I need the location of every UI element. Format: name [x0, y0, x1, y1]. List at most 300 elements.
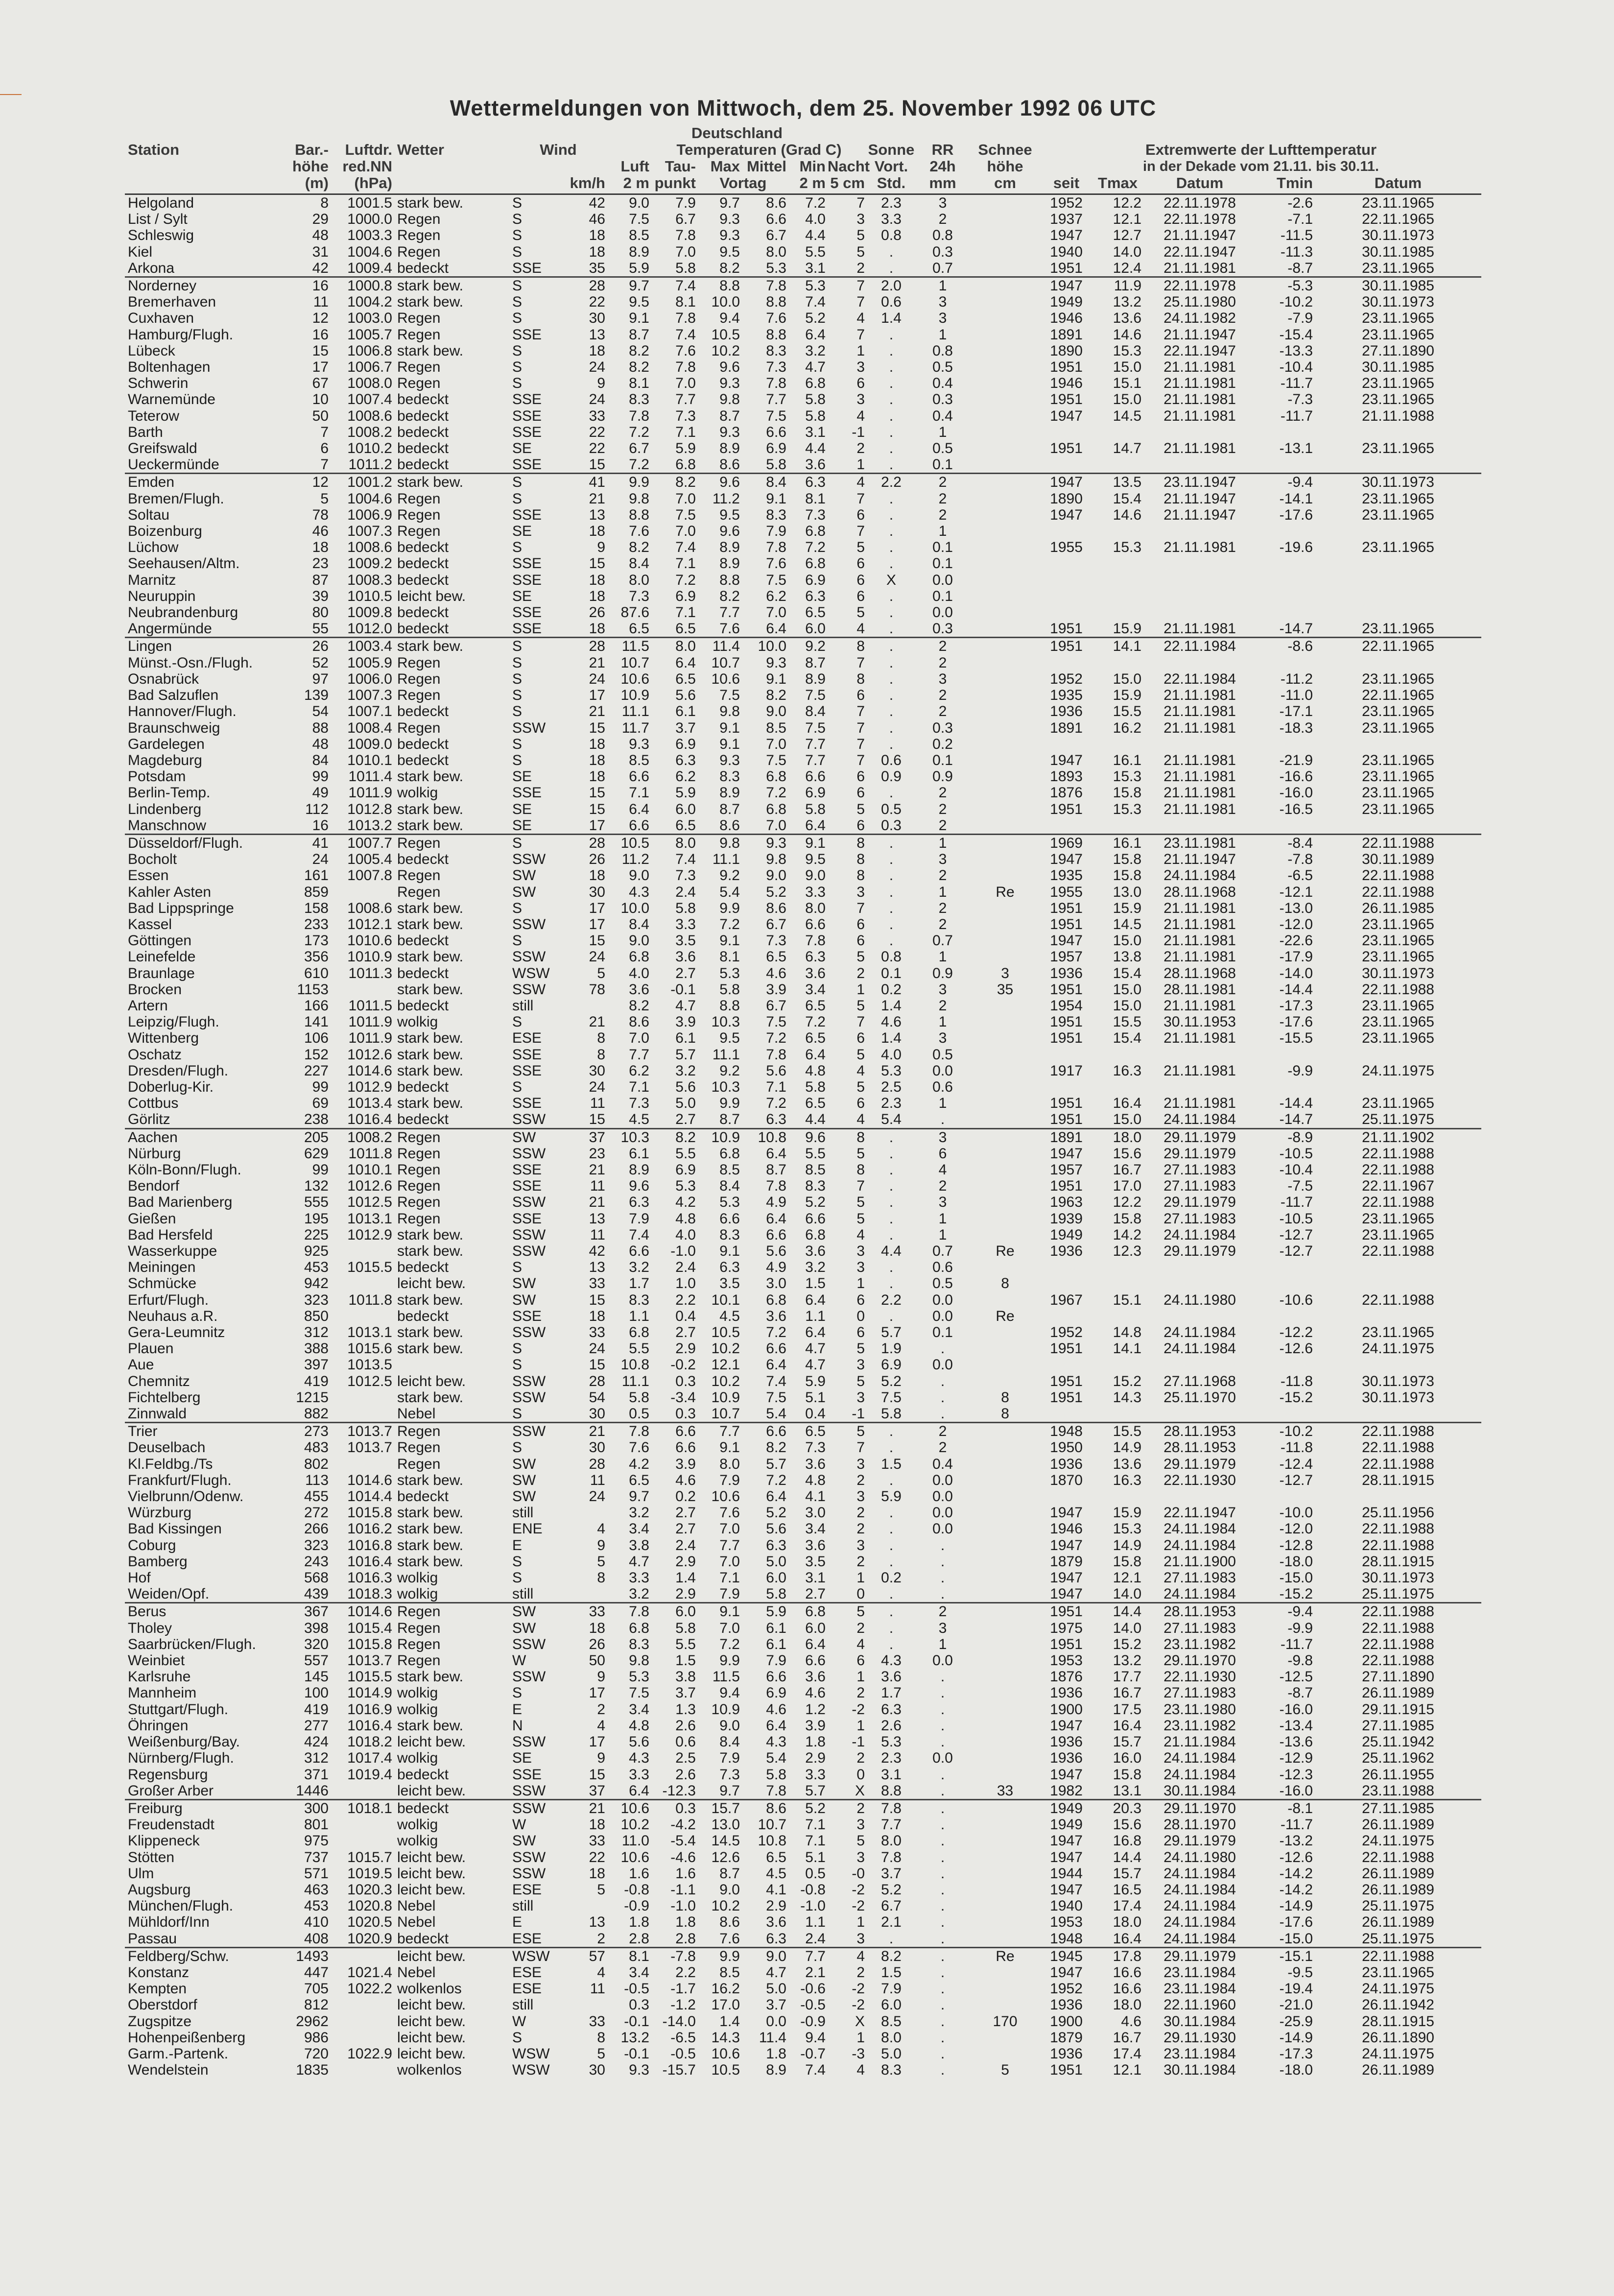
rr-24h-cell: .	[940, 1537, 945, 1554]
table-row	[125, 2046, 1481, 2062]
taupunkt-cell: -0.2	[670, 1357, 696, 1373]
tmin-cell	[1256, 424, 1315, 440]
tmax-datum-cell: 28.11.1953	[1143, 1603, 1256, 1620]
schnee-cell	[970, 1423, 1041, 1440]
wetter-cell: wolkig	[397, 785, 438, 801]
seit-cell: 1947	[1050, 752, 1083, 768]
sonne-cell: 7.9	[881, 1981, 902, 1997]
schnee-cell	[970, 227, 1041, 243]
schnee-cell	[970, 1849, 1041, 1866]
schnee-cell	[970, 1964, 1041, 1981]
wind-dir-cell: SW	[512, 1488, 536, 1505]
wind-speed-cell: 21	[589, 490, 605, 507]
min-temp-cell: 6.4	[805, 817, 826, 834]
sonne-cell: 6.0	[881, 1997, 902, 2013]
mittel-cell: 8.2	[766, 1439, 786, 1456]
header-datum2: Datum	[1315, 175, 1481, 194]
station-cell: Garm.-Partenk.	[128, 2045, 229, 2062]
wetter-cell: Nebel	[397, 1914, 436, 1931]
min-temp-cell: -0.9	[800, 2013, 826, 2030]
luft-temp-cell: 87.6	[620, 604, 649, 621]
taupunkt-cell: 5.8	[675, 1620, 696, 1636]
tmin-cell	[1256, 817, 1315, 835]
nacht-temp-cell: 5	[828, 1603, 867, 1620]
luft-temp-cell: 7.2	[629, 456, 649, 473]
station-cell: Neuhaus a.R.	[128, 1308, 218, 1324]
station-cell: Hamburg/Flugh.	[128, 326, 234, 343]
tmax-datum-cell: 21.11.1981	[1163, 260, 1236, 276]
schnee-cell	[970, 1162, 1041, 1178]
tmax-datum-cell: 29.11.1979	[1163, 1243, 1236, 1259]
mittel-cell: 6.5	[766, 949, 786, 965]
station-cell: Kahler Asten	[128, 884, 212, 900]
wetter-cell: Nebel	[397, 1406, 436, 1422]
station-cell: Wittenberg	[128, 1030, 199, 1047]
seit-cell: 1951	[1050, 1111, 1083, 1128]
wetter-cell: bedeckt	[397, 997, 449, 1014]
station-group	[125, 834, 1481, 1128]
header-datum: Datum	[1143, 175, 1256, 194]
header-bar1: Bar.-	[295, 141, 329, 158]
table-row	[125, 1997, 1481, 2013]
sonne-cell: 2.3	[881, 1095, 902, 1112]
taupunkt-cell: 3.8	[675, 1669, 696, 1685]
tmax-cell: 15.0	[1113, 670, 1142, 687]
sonne-cell: .	[889, 440, 894, 457]
taupunkt-cell: -1.0	[670, 1898, 696, 1914]
sonne-cell: .	[889, 1145, 894, 1162]
tmax-datum-cell: 21.11.1981	[1163, 391, 1236, 408]
schnee-cell	[970, 1931, 1041, 1948]
schnee-cell	[970, 1866, 1041, 1882]
sonne-cell: .	[889, 1521, 894, 1537]
luft-temp-cell: 4.2	[629, 1456, 649, 1472]
bar-hoehe-cell: 52	[312, 654, 329, 671]
header-bar3: (m)	[282, 175, 331, 194]
wind-speed-cell: 11	[590, 1178, 605, 1195]
bar-hoehe-cell: 99	[312, 1078, 329, 1095]
luft-temp-cell: 7.8	[629, 407, 649, 424]
taupunkt-cell: 2.2	[675, 1292, 696, 1308]
nacht-temp-cell: 7	[856, 294, 865, 311]
min-temp-cell: 3.6	[805, 965, 826, 981]
tmax-datum-cell: 24.11.1984	[1163, 1324, 1236, 1341]
max-vortag-cell: 7.3	[719, 1766, 740, 1783]
wetter-cell: stark bew.	[397, 916, 464, 933]
tmin-cell: -12.1	[1279, 884, 1313, 900]
seit-cell: 1900	[1050, 2013, 1083, 2030]
tmin-cell: -12.5	[1279, 1669, 1313, 1685]
mittel-cell: 6.4	[766, 1145, 786, 1162]
tmax-datum-cell: 21.11.1981	[1163, 359, 1236, 376]
taupunkt-cell: -1.0	[670, 1243, 696, 1259]
tmax-datum-cell: 24.11.1984	[1163, 1766, 1236, 1783]
mittel-cell: 8.6	[766, 900, 786, 916]
tmax-cell: 15.6	[1113, 1145, 1142, 1162]
station-cell: Essen	[128, 867, 169, 884]
wind-dir-cell: SSW	[512, 1734, 546, 1750]
taupunkt-cell: 2.7	[675, 1521, 696, 1537]
table-row	[125, 998, 1481, 1014]
station-cell: Seehausen/Altm.	[128, 555, 240, 572]
bar-hoehe-cell: 80	[312, 604, 329, 621]
schnee-cell	[970, 736, 1041, 752]
table-row	[125, 588, 1481, 604]
schnee-cell	[970, 1554, 1041, 1570]
min-temp-cell: 7.7	[805, 736, 826, 752]
min-temp-cell: 6.5	[805, 997, 826, 1014]
tmax-datum-cell: 29.11.1930	[1163, 2029, 1236, 2046]
wind-dir-cell: SSW	[512, 1111, 546, 1128]
nacht-temp-cell: -2	[852, 1997, 865, 2013]
wind-speed-cell	[568, 1586, 607, 1603]
mittel-cell: 7.4	[766, 1373, 786, 1389]
luftdruck-cell: 1015.7	[347, 1849, 392, 1866]
tmax-cell: 16.7	[1113, 1161, 1142, 1178]
sonne-cell: 2.0	[867, 277, 916, 294]
wind-dir-cell: S	[512, 1570, 522, 1586]
sonne-cell: .	[889, 523, 894, 540]
sonne-cell: .	[889, 719, 894, 736]
luftdruck-cell: 1012.9	[347, 1226, 392, 1243]
nacht-temp-cell: 8	[828, 1128, 867, 1146]
wind-dir-cell: S	[512, 1553, 522, 1570]
luft-temp-cell: 3.4	[629, 1701, 649, 1718]
tmax-datum-cell	[1143, 1488, 1256, 1505]
station-cell: Konstanz	[128, 1964, 190, 1981]
bar-hoehe-cell: 388	[304, 1340, 329, 1357]
nacht-temp-cell: 5	[856, 243, 865, 260]
luft-temp-cell: 10.0	[620, 900, 649, 916]
table-row	[125, 1014, 1481, 1030]
tmin-datum-cell	[1315, 1488, 1481, 1505]
min-temp-cell: 4.7	[805, 1357, 826, 1373]
table-row	[125, 474, 1481, 491]
nacht-temp-cell: 2	[856, 1553, 865, 1570]
table-row	[125, 867, 1481, 884]
nacht-temp-cell: 5	[856, 1145, 865, 1162]
mittel-cell: 2.9	[766, 1898, 786, 1914]
nacht-temp-cell: 7	[856, 1014, 865, 1030]
wind-dir-cell: S	[512, 703, 522, 720]
taupunkt-cell: 8.1	[675, 294, 696, 311]
taupunkt-cell: 3.2	[675, 1062, 696, 1079]
table-row	[125, 1981, 1481, 1997]
nacht-temp-cell: 7	[856, 326, 865, 343]
schnee-cell	[970, 1767, 1041, 1783]
rr-24h-cell: .	[940, 1865, 945, 1882]
wetter-cell: bedeckt	[397, 572, 449, 588]
wind-speed-cell: 15	[589, 1292, 605, 1308]
sonne-cell: .	[889, 555, 894, 572]
luft-temp-cell: -0.1	[624, 2013, 649, 2030]
table-row	[125, 1898, 1481, 1914]
rr-24h-cell: .	[940, 1734, 945, 1750]
tmax-datum-cell	[1143, 1357, 1256, 1373]
table-row	[125, 671, 1481, 687]
luftdruck-cell: 1008.6	[347, 407, 392, 424]
tmin-cell: -15.1	[1256, 1947, 1315, 1964]
rr-24h-cell: 0.1	[932, 555, 953, 572]
tmin-cell: -12.7	[1279, 1243, 1313, 1259]
tmin-cell: -2.6	[1287, 195, 1313, 211]
wind-speed-cell: 28	[568, 638, 607, 655]
tmin-datum-cell	[1315, 588, 1481, 604]
tmax-cell: 15.8	[1113, 867, 1142, 884]
tmin-cell: -14.0	[1279, 965, 1313, 981]
nacht-temp-cell: 2	[856, 1685, 865, 1701]
tmin-cell: -15.2	[1279, 1586, 1313, 1602]
taupunkt-cell: 4.0	[675, 1226, 696, 1243]
luftdruck-cell: 1012.5	[347, 1194, 392, 1211]
wetter-cell: leicht bew.	[397, 2029, 466, 2046]
header-min2: 2 m	[788, 175, 828, 194]
min-temp-cell: 6.4	[805, 1292, 826, 1308]
tmax-datum-cell: 24.11.1984	[1163, 1226, 1236, 1243]
station-cell: Trier	[125, 1423, 282, 1440]
rr-24h-cell: 1	[938, 949, 947, 965]
wind-dir-cell: S	[512, 195, 522, 211]
sonne-cell: 3.7	[881, 1865, 902, 1882]
min-temp-cell: 5.3	[788, 277, 828, 294]
wind-speed-cell: 15	[589, 555, 605, 572]
wetter-cell: wolkig	[397, 1833, 438, 1849]
nacht-temp-cell: 2	[856, 1505, 865, 1521]
tmin-cell: -13.2	[1279, 1833, 1313, 1849]
seit-cell	[1041, 588, 1092, 604]
wetter-cell: bedeckt	[397, 555, 449, 572]
taupunkt-cell: 6.2	[675, 768, 696, 785]
wind-speed-cell: 4	[597, 1964, 605, 1981]
luftdruck-cell: 1018.2	[347, 1734, 392, 1750]
taupunkt-cell: 0.3	[675, 1373, 696, 1389]
wind-dir-cell: SW	[512, 1456, 536, 1472]
wetter-cell: Nebel	[397, 1898, 436, 1914]
taupunkt-cell: 6.6	[651, 1423, 698, 1440]
tmax-cell: 13.6	[1113, 1456, 1142, 1472]
tmin-datum-cell: 22.11.1988	[1362, 1849, 1434, 1866]
seit-cell: 1982	[1050, 1782, 1083, 1799]
bar-hoehe-cell: 447	[304, 1964, 329, 1981]
max-vortag-cell: 8.3	[719, 1226, 740, 1243]
min-temp-cell: 2.7	[805, 1586, 826, 1602]
station-cell: Cuxhaven	[128, 310, 194, 327]
bar-hoehe-cell: 41	[282, 834, 331, 851]
wind-speed-cell: 11	[590, 1095, 605, 1112]
table-row	[125, 785, 1481, 801]
schnee-cell	[970, 277, 1041, 294]
luftdruck-cell: 1022.9	[347, 2045, 392, 2062]
wind-dir-cell: SW	[509, 1603, 568, 1620]
bar-hoehe-cell: 925	[304, 1243, 329, 1259]
nacht-temp-cell: 6	[856, 588, 865, 604]
wind-speed-cell: 23	[589, 1145, 605, 1162]
table-row	[125, 834, 1481, 851]
min-temp-cell: 7.7	[805, 752, 826, 768]
tmin-datum-cell: 30.11.1973	[1362, 965, 1434, 981]
tmax-datum-cell: 24.11.1984	[1163, 1914, 1236, 1931]
rr-24h-cell: 2	[938, 867, 947, 884]
schnee-cell	[970, 260, 1041, 277]
sonne-cell: 1.7	[881, 1685, 902, 1701]
tmin-cell: -11.2	[1280, 670, 1313, 687]
header-lufttemp2: 2 m	[607, 175, 651, 194]
mittel-cell: 7.5	[766, 752, 786, 768]
bar-hoehe-cell: 555	[304, 1194, 329, 1211]
station-cell: Düsseldorf/Flugh.	[125, 834, 282, 851]
nacht-temp-cell: 1	[856, 1717, 865, 1734]
bar-hoehe-cell: 850	[304, 1308, 329, 1324]
mittel-cell: 7.9	[766, 1652, 786, 1669]
station-cell: Zinnwald	[128, 1406, 187, 1422]
tmax-datum-cell: 24.11.1984	[1163, 1865, 1236, 1882]
tmax-datum-cell: 24.11.1980	[1163, 1849, 1236, 1866]
tmin-cell	[1256, 555, 1315, 572]
station-group	[125, 277, 1481, 474]
tmin-cell	[1256, 1079, 1315, 1095]
taupunkt-cell: 4.7	[675, 997, 696, 1014]
tmax-cell: 12.3	[1113, 1243, 1142, 1259]
tmax-cell: 18.0	[1113, 1997, 1142, 2013]
bar-hoehe-cell: 463	[304, 1881, 329, 1898]
station-cell: Weiden/Opf.	[128, 1586, 210, 1602]
tmin-cell: -15.2	[1279, 1389, 1313, 1406]
tmin-cell: -12.9	[1279, 1750, 1313, 1767]
max-vortag-cell: 8.9	[719, 539, 740, 556]
nacht-temp-cell: 3	[856, 1357, 865, 1373]
mittel-cell: 6.7	[766, 916, 786, 933]
mittel-cell: 3.7	[766, 1997, 786, 2013]
wetter-cell: bedeckt	[397, 621, 449, 637]
tmax-cell	[1092, 555, 1143, 572]
luftdruck-cell: 1011.8	[348, 1292, 392, 1308]
max-vortag-cell: 9.0	[719, 1717, 740, 1734]
tmin-cell: -9.9	[1287, 1620, 1313, 1636]
seit-cell: 1947	[1041, 277, 1092, 294]
nacht-temp-cell: 6	[856, 1324, 865, 1341]
mittel-cell: 9.0	[766, 867, 786, 884]
max-vortag-cell: 7.2	[719, 1636, 740, 1652]
tmin-cell: -8.1	[1256, 1799, 1315, 1817]
wind-dir-cell: SSW	[512, 1669, 546, 1685]
nacht-temp-cell: 7	[856, 523, 865, 540]
station-cell: Marnitz	[128, 572, 176, 588]
station-cell: Bremen/Flugh.	[128, 490, 224, 507]
tmin-datum-cell: 28.11.1915	[1362, 1553, 1434, 1570]
luft-temp-cell: 1.6	[629, 1865, 649, 1882]
tmin-cell: -9.5	[1287, 1964, 1313, 1981]
nacht-temp-cell: 3	[856, 1389, 865, 1406]
nacht-temp-cell: 6	[856, 687, 865, 704]
sonne-cell: .	[889, 1308, 894, 1324]
luftdruck-cell: 1015.8	[347, 1505, 392, 1521]
tmax-cell: 13.8	[1113, 949, 1142, 965]
min-temp-cell: 6.6	[805, 916, 826, 933]
taupunkt-cell: 6.9	[675, 588, 696, 604]
wind-speed-cell	[568, 998, 607, 1014]
max-vortag-cell: 9.5	[719, 506, 740, 523]
wetter-cell: leicht bew.	[397, 1997, 466, 2013]
seit-cell: 1975	[1050, 1620, 1083, 1636]
luft-temp-cell: 8.4	[629, 555, 649, 572]
nacht-temp-cell: 1	[856, 1914, 865, 1931]
seit-cell: 1936	[1050, 2045, 1083, 2062]
sonne-cell: 1.5	[881, 1456, 902, 1472]
tmax-cell	[1092, 588, 1143, 604]
table-row	[125, 1079, 1481, 1095]
min-temp-cell: 6.8	[805, 555, 826, 572]
tmax-cell: 14.3	[1113, 1389, 1142, 1406]
mittel-cell: 7.2	[766, 1324, 786, 1341]
bar-hoehe-cell: 205	[282, 1128, 331, 1146]
header-lufttemp1: Luft	[620, 158, 649, 175]
tmin-datum-cell: 23.11.1965	[1362, 326, 1434, 343]
sonne-cell: 8.3	[881, 2062, 902, 2079]
tmin-datum-cell: 24.11.1975	[1362, 1981, 1434, 1997]
taupunkt-cell: 5.3	[675, 1178, 696, 1195]
taupunkt-cell: 2.5	[675, 1750, 696, 1767]
header-luft2: red.NN	[342, 158, 392, 175]
schnee-cell	[970, 523, 1041, 539]
luftdruck-cell: 1008.3	[347, 572, 392, 588]
tmin-datum-cell: 26.11.1955	[1362, 1766, 1434, 1783]
luftdruck-cell: 1006.7	[347, 359, 392, 376]
max-vortag-cell: 5.4	[719, 884, 740, 900]
station-cell: Bad Hersfeld	[128, 1226, 213, 1243]
rr-24h-cell: .	[940, 1669, 945, 1685]
max-vortag-cell: 9.7	[719, 195, 740, 211]
wind-dir-cell: SW	[509, 1128, 568, 1146]
station-cell: Wendelstein	[128, 2062, 209, 2079]
bar-hoehe-cell: 410	[304, 1914, 329, 1931]
luft-temp-cell: -0.8	[624, 1881, 649, 1898]
max-vortag-cell: 11.1	[712, 851, 740, 868]
mittel-cell: 8.6	[742, 1799, 788, 1817]
max-vortag-cell: 9.1	[719, 1439, 740, 1456]
mittel-cell: 6.0	[766, 1570, 786, 1586]
tmax-cell: 15.9	[1113, 900, 1142, 916]
tmin-cell: -13.1	[1279, 440, 1313, 457]
tmin-datum-cell: 22.11.1988	[1362, 1161, 1434, 1178]
tmax-datum-cell: 21.11.1981	[1163, 801, 1236, 817]
schnee-cell	[970, 998, 1041, 1014]
nacht-temp-cell: 7	[856, 719, 865, 736]
mittel-cell: 4.1	[766, 1881, 786, 1898]
luftdruck-cell: 1007.3	[347, 687, 392, 704]
tmin-datum-cell: 24.11.1975	[1362, 2045, 1434, 2062]
rr-24h-cell: 1	[916, 277, 970, 294]
min-temp-cell: 6.6	[805, 1652, 826, 1669]
tmin-cell: -17.6	[1279, 1014, 1313, 1030]
bar-hoehe-cell: 48	[312, 736, 329, 752]
mittel-cell: 6.3	[766, 1537, 786, 1554]
table-row	[125, 1537, 1481, 1554]
wind-dir-cell: SSE	[512, 621, 542, 637]
station-group	[125, 1128, 1481, 1423]
min-temp-cell: 3.3	[805, 1766, 826, 1783]
wetter-cell: bedeckt	[397, 260, 449, 276]
bar-hoehe-cell: 629	[304, 1145, 329, 1162]
wetter-cell: leicht bew.	[397, 2013, 466, 2030]
luft-temp-cell: 3.6	[629, 981, 649, 998]
tmax-datum-cell: 21.11.1981	[1163, 375, 1236, 392]
tmax-datum-cell	[1143, 604, 1256, 621]
rr-24h-cell: .	[940, 1553, 945, 1570]
schnee-cell	[970, 817, 1041, 835]
tmin-datum-cell: 30.11.1973	[1362, 1570, 1434, 1586]
tmax-cell: 14.4	[1092, 1603, 1143, 1620]
wetter-cell: stark bew.	[397, 1226, 464, 1243]
